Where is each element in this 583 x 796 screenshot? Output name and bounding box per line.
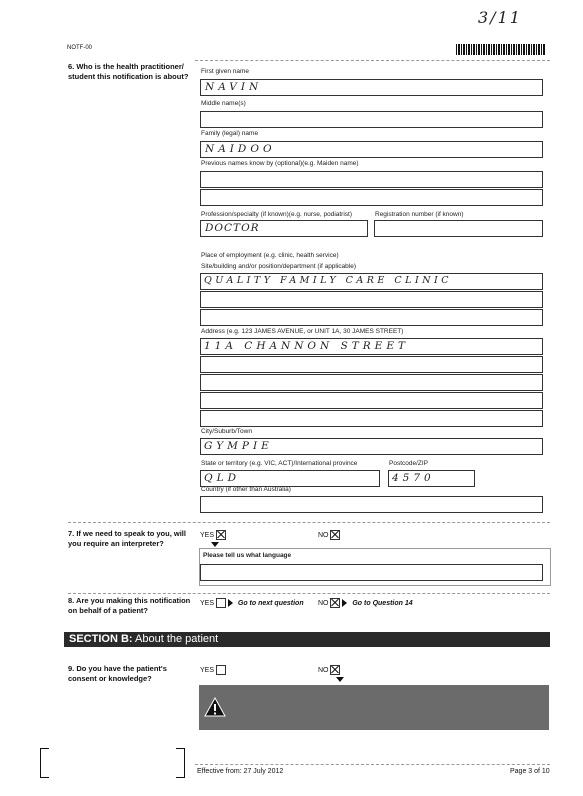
q9-no-label: NO (318, 666, 329, 674)
address-value: 11A CHANNON STREET (204, 340, 409, 352)
section-b-title: SECTION B: (69, 633, 133, 645)
q9-yes-option[interactable] (200, 665, 226, 675)
q8-yes-arrow-icon (228, 599, 233, 607)
q8-no-option[interactable] (318, 598, 413, 608)
divider-q7 (68, 522, 550, 523)
divider-q8 (68, 593, 550, 594)
previous-names-field-1[interactable] (200, 171, 543, 188)
state-label: State or territory (e.g. VIC, ACT)/International province (201, 460, 358, 467)
site-field-2[interactable] (200, 291, 543, 308)
family-name-value: NAIDOO (205, 143, 276, 155)
state-value: QLD (204, 472, 240, 484)
q7-no-label: NO (318, 531, 329, 539)
q8-yes-checkbox[interactable] (216, 598, 226, 608)
site-value: QUALITY FAMILY CARE CLINIC (204, 275, 453, 286)
city-label: City/Suburb/Town (201, 428, 252, 435)
q9-no-checkbox[interactable] (330, 665, 340, 675)
middle-names-label: Middle name(s) (201, 100, 246, 107)
question-7-label: 7. If we need to speak to you, will you require an interpreter? (68, 529, 186, 548)
language-label: Please tell us what language (203, 552, 292, 559)
postcode-value: 4570 (392, 472, 435, 484)
country-label: Country (if other than Australia) (201, 486, 291, 493)
state-field[interactable] (200, 470, 380, 487)
section-b-subtitle: About the patient (135, 633, 219, 645)
previous-names-field-2[interactable] (200, 189, 543, 206)
q7-no-option[interactable] (318, 530, 340, 540)
q8-no-checkbox[interactable] (330, 598, 340, 608)
q8-yes-option[interactable] (200, 598, 304, 608)
footer-effective-date: Effective from: 27 July 2012 (197, 768, 284, 775)
family-name-field[interactable] (200, 141, 543, 158)
corner-mark-right (176, 748, 185, 778)
footer-page-number: Page 3 of 10 (510, 768, 550, 775)
site-field-1[interactable] (200, 273, 543, 290)
postcode-field[interactable] (388, 470, 475, 487)
address-label: Address (e.g. 123 JAMES AVENUE, or UNIT 1A, 30 JAMES STREET) (201, 328, 404, 335)
profession-value: DOCTOR (205, 222, 260, 234)
q8-no-label: NO (318, 599, 329, 607)
corner-mark-left (40, 748, 49, 778)
address-field-2[interactable] (200, 356, 543, 373)
question-9-label: 9. Do you have the patient's consent or knowledge? (68, 664, 167, 683)
site-field-3[interactable] (200, 309, 543, 326)
q8-yes-goto: Go to next question (237, 599, 304, 607)
q9-yes-label: YES (200, 666, 215, 674)
form-code: NOTF-00 (67, 45, 93, 51)
section-b-header (64, 632, 550, 647)
registration-number-field[interactable] (374, 220, 543, 237)
registration-number-label: Registration number (if known) (375, 211, 464, 218)
header-divider (195, 60, 550, 61)
profession-label: Profession/specialty (if known)(e.g. nurse, podiatrist) (201, 211, 353, 218)
city-field[interactable] (200, 438, 543, 455)
q7-no-checkbox[interactable] (330, 530, 340, 540)
country-field[interactable] (200, 496, 543, 513)
previous-names-label: Previous names know by (optional)(e.g. Maiden name) (201, 160, 359, 167)
site-label: Site/building and/or position/department (if applicable) (201, 263, 357, 270)
q7-yes-label: YES (200, 531, 215, 539)
warning-panel (199, 685, 549, 730)
first-given-name-label: First given name (201, 68, 250, 75)
q8-no-goto: Go to Question 14 (352, 599, 413, 607)
language-field[interactable] (200, 564, 543, 581)
address-field-5[interactable] (200, 410, 543, 427)
first-given-name-field[interactable] (200, 79, 543, 96)
q9-yes-checkbox[interactable] (216, 665, 226, 675)
postcode-label: Postcode/ZIP (389, 460, 429, 467)
q9-no-arrow-icon (336, 677, 344, 682)
q8-no-arrow-icon (342, 599, 347, 607)
question-6-label: 6. Who is the health practitioner/ student this notification is about? (68, 62, 189, 81)
place-of-employment-label: Place of employment (e.g. clinic, health service) (201, 252, 339, 259)
question-8-label: 8. Are you making this notification on behalf of a patient? (68, 596, 191, 615)
warning-icon (204, 697, 226, 717)
city-value: GYMPIE (204, 440, 273, 452)
q7-yes-arrow-icon (211, 542, 219, 547)
first-given-name-value: NAVIN (205, 81, 263, 93)
q7-yes-checkbox[interactable] (216, 530, 226, 540)
family-name-label: Family (legal) name (201, 130, 259, 137)
middle-names-field[interactable] (200, 111, 543, 128)
barcode-icon (456, 44, 546, 55)
q9-no-option[interactable] (318, 665, 340, 675)
profession-field[interactable] (200, 220, 368, 237)
address-field-1[interactable] (200, 338, 543, 355)
address-field-4[interactable] (200, 392, 543, 409)
q8-yes-label: YES (200, 599, 215, 607)
footer-divider (195, 764, 550, 765)
q7-yes-option[interactable] (200, 530, 226, 540)
address-field-3[interactable] (200, 374, 543, 391)
handwritten-page-note: 3/11 (478, 8, 522, 27)
